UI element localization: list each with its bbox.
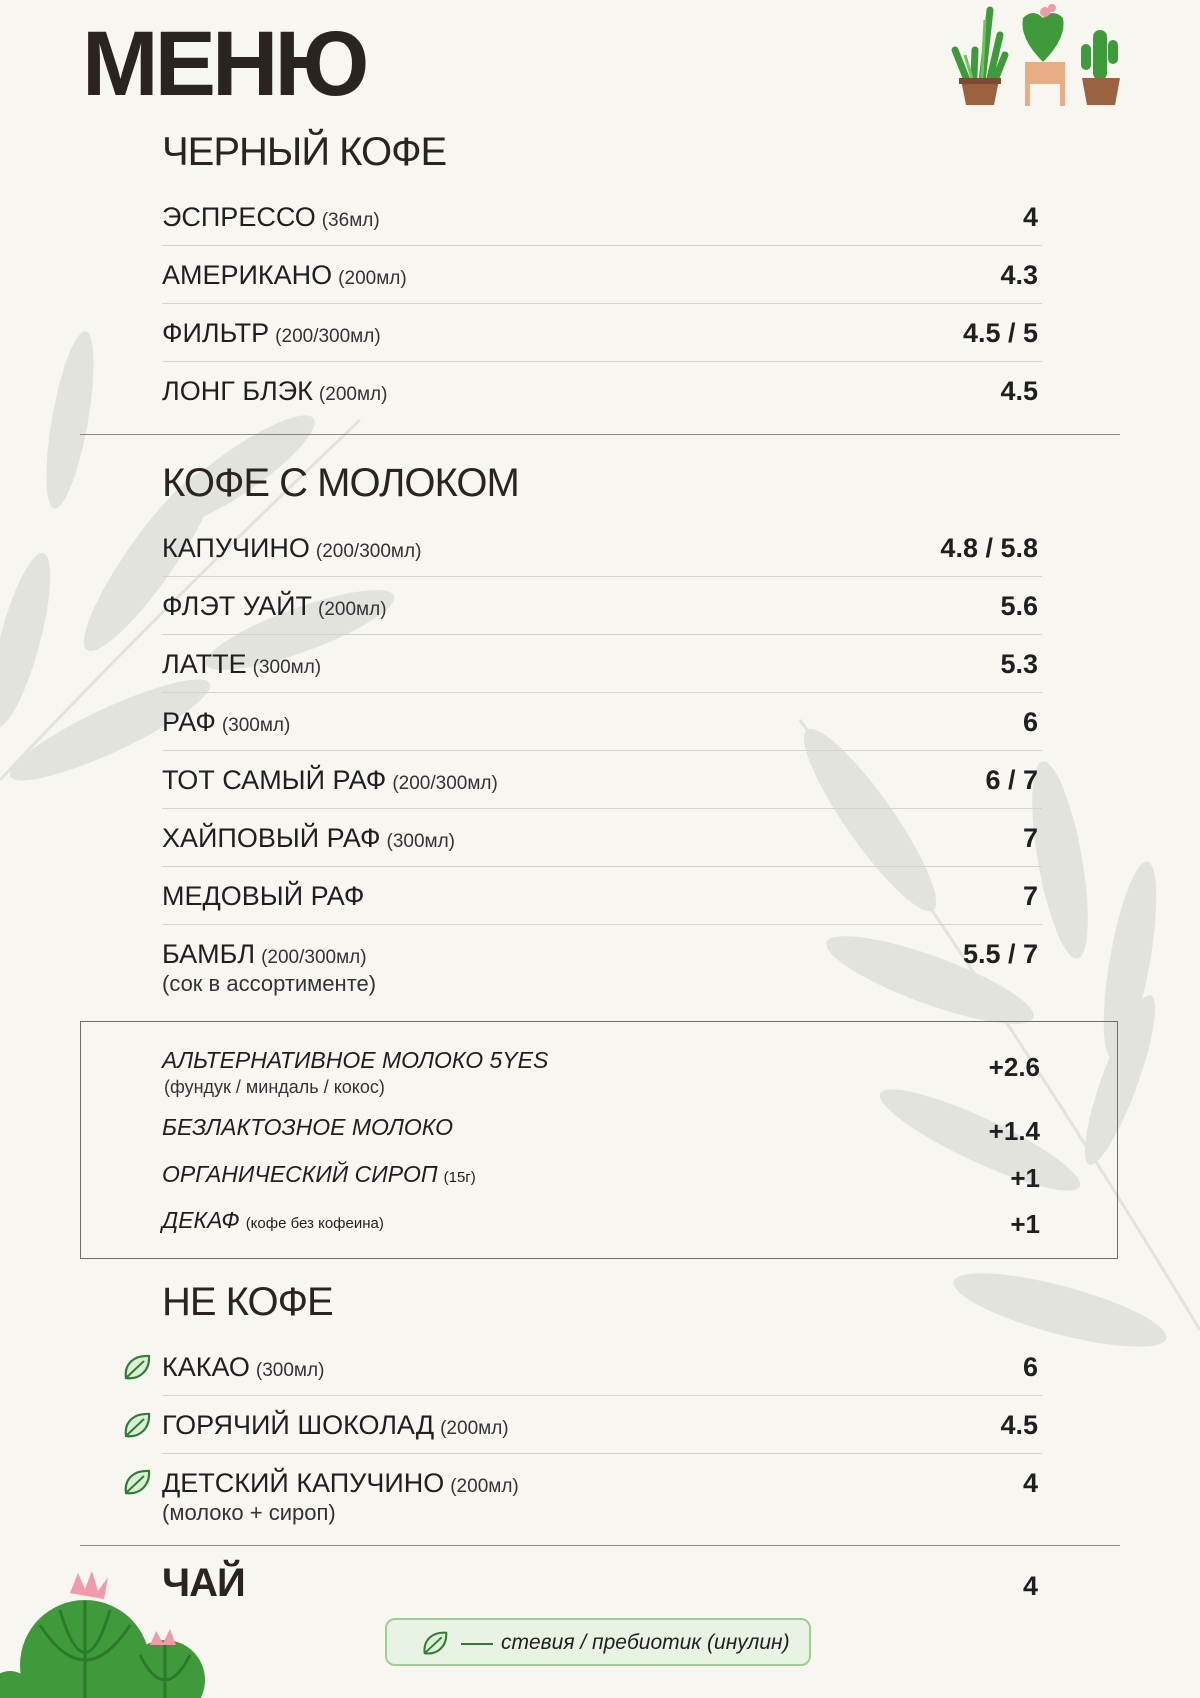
item-note: (молоко + сироп) [162,1500,336,1525]
item-name: МЕДОВЫЙ РАФ [162,881,365,911]
item-name: ХАЙПОВЫЙ РАФ [162,823,381,853]
section-divider [80,434,1120,435]
item-price: 4.3 [1000,260,1038,290]
tea-price: 4 [1022,1571,1038,1601]
legend-dash [461,1643,493,1645]
item-name: КАКАО [162,1352,250,1382]
item-name: ФЛЭТ УАЙТ [162,591,313,621]
item-price: 6 [1022,1352,1038,1382]
item-price: 7 [1022,881,1038,911]
item-price: 4 [1022,1468,1038,1498]
item-name: ЛАТТЕ [162,649,247,679]
section-title-not-coffee: НЕ КОФЕ [162,1280,333,1324]
item-volume: (200мл) [318,384,388,405]
item-volume: (200/300мл) [392,773,498,794]
item-name: ЭСПРЕССО [162,202,316,232]
addon-price: +2.6 [988,1052,1040,1082]
item-volume: (36мл) [321,210,380,231]
menu-item [162,1454,1042,1525]
item-name: ТОТ САМЫЙ РАФ [162,765,387,795]
item-price: 4.5 / 5 [962,318,1038,348]
item-volume: (300мл) [386,831,456,852]
cactus-illustration [0,1565,210,1698]
section-divider [80,1545,1120,1546]
item-volume: (200мл) [450,1476,519,1497]
section-title-milk-coffee: КОФЕ С МОЛОКОМ [162,461,519,505]
item-volume: (200мл) [318,599,387,620]
item-volume: (200/300мл) [315,541,422,562]
item-price: 4.8 / 5.8 [940,533,1038,563]
item-volume: (300мл) [221,715,291,736]
leaf-icon [421,1629,449,1657]
section-title-tea: ЧАЙ [162,1561,245,1605]
addon-name: ДЕКАФ [162,1207,240,1233]
addon-name: АЛЬТЕРНАТИВНОЕ МОЛОКО 5YES [162,1047,549,1073]
item-volume: (200/300мл) [261,947,367,968]
menu-item [162,188,1042,246]
item-volume: (300мл) [255,1360,325,1381]
item-volume: (200/300мл) [275,326,381,347]
menu-item [162,362,1042,420]
item-name: ДЕТСКИЙ КАПУЧИНО [162,1468,445,1498]
addon-volume: (кофе без кофеина) [245,1215,384,1232]
addon-item [162,1047,1040,1097]
item-volume: (200мл) [338,268,407,289]
potted-plants-illustration [945,0,1125,110]
item-price: 5.6 [1000,591,1038,621]
item-name: БАМБЛ [162,939,256,969]
addon-item [162,1114,1040,1154]
item-price: 4 [1022,202,1038,232]
item-price: 5.3 [1000,649,1038,679]
addon-name: ОРГАНИЧЕСКИЙ СИРОП [162,1161,438,1187]
menu-title: МЕНЮ [82,13,366,115]
addon-item [162,1207,1040,1247]
menu-item [162,809,1042,867]
item-name: КАПУЧИНО [162,533,310,563]
legend [385,1618,811,1666]
menu-item [162,925,1042,996]
addon-name: БЕЗЛАКТОЗНОЕ МОЛОКО [162,1114,453,1140]
item-price: 4.5 [1000,376,1038,406]
item-name: ЛОНГ БЛЭК [162,376,313,406]
menu-item [162,693,1042,751]
section-title-black-coffee: ЧЕРНЫЙ КОФЕ [162,130,447,174]
menu-item [162,1338,1042,1396]
addon-item [162,1161,1040,1201]
addon-note: (фундук / миндаль / кокос) [164,1077,385,1097]
item-volume: (300мл) [252,657,322,678]
item-name: ГОРЯЧИЙ ШОКОЛАД [162,1410,435,1440]
addon-price: +1 [1010,1209,1040,1239]
item-price: 5.5 / 7 [962,939,1038,969]
item-price: 6 [1022,707,1038,737]
addon-volume: (15г) [443,1169,476,1186]
item-name: РАФ [162,707,216,737]
menu-item [162,635,1042,693]
item-note: (сок в ассортименте) [162,971,377,996]
leaf-icon [122,1352,152,1382]
menu-item [162,867,1042,925]
menu-item [162,577,1042,635]
item-price: 6 / 7 [985,765,1038,795]
leaf-icon [122,1467,152,1497]
menu-item [162,751,1042,809]
leaf-icon [122,1410,152,1440]
menu-item [162,1396,1042,1454]
item-price: 4.5 [1000,1410,1038,1440]
menu-item [162,519,1042,577]
menu-item [162,246,1042,304]
item-price: 7 [1022,823,1038,853]
menu-item [162,304,1042,362]
addon-price: +1 [1010,1163,1040,1193]
addon-price: +1.4 [988,1116,1040,1146]
item-volume: (200мл) [440,1418,509,1439]
item-name: АМЕРИКАНО [162,260,333,290]
item-name: ФИЛЬТР [162,318,270,348]
legend-text: стевия / пребиотик (инулин) [501,1631,790,1654]
